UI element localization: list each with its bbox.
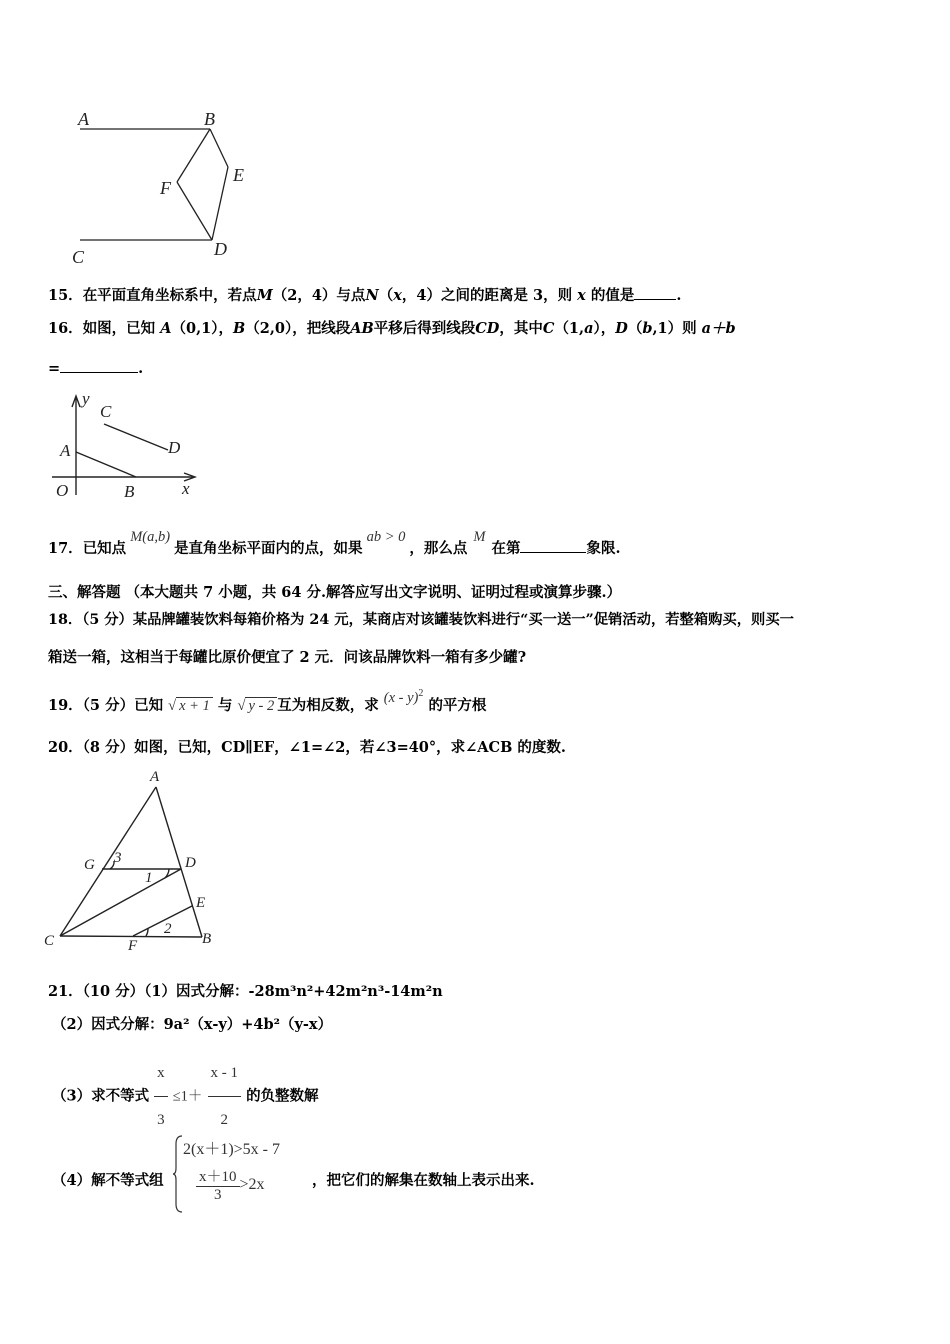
question-21-part-4-text: ，把它们的解集在数轴上表示出来. bbox=[312, 1172, 535, 1189]
label-B: B bbox=[204, 109, 215, 129]
label-3: 3 bbox=[114, 850, 122, 866]
fraction-x-over-3: $\frac{x}{3}$ bbox=[154, 1050, 168, 1143]
label-A: A bbox=[78, 109, 89, 129]
answer-blank-17[interactable] bbox=[520, 538, 586, 553]
figure-parallel-lines-abcd bbox=[70, 105, 260, 275]
label-x: x bbox=[182, 479, 190, 498]
inequality-2: $\frac{x+10}{3}$ >2x bbox=[196, 1165, 265, 1204]
section-3-heading: 三、解答题 （本大题共 7 小题，共 64 分.解答应写出文字说明、证明过程或演算步骤.） bbox=[48, 584, 622, 601]
fraction-x-minus-1-over-2: $\frac{x - 1}{2}$ bbox=[208, 1050, 242, 1143]
label-D: D bbox=[168, 438, 181, 457]
label-F: F bbox=[160, 178, 171, 198]
answer-blank-16[interactable] bbox=[60, 358, 138, 373]
question-19: 19．（5 分）已知 √ x + 1 与 √ y - 2 互为相反数，求 (x - y)$^2$ 的平方根 bbox=[48, 688, 487, 714]
label-y: y bbox=[82, 390, 90, 408]
label-B: B bbox=[202, 931, 212, 947]
label-A: A bbox=[60, 441, 71, 460]
label-C: C bbox=[44, 933, 55, 949]
question-18-line-1: 18．（5 分）某品牌罐装饮料每箱价格为 24 元，某商店对该罐装饮料进行“买一送一”促销活动，若整箱购买，则买一 bbox=[48, 612, 794, 628]
question-20: 20．（8 分）如图，已知，CD∥EF，∠1=∠2，若∠3=40°，求∠ACB 的度数. bbox=[48, 739, 566, 756]
sqrt-y-minus-2: √ y - 2 bbox=[237, 696, 277, 716]
question-16: 16．如图，已知 A（0,1），B（2,0），把线段AB平移后得到线段CD，其中C（1,a），D（b,1）则 a＋b bbox=[48, 320, 736, 337]
answer-blank-15[interactable] bbox=[634, 285, 676, 300]
figure-triangle-abc bbox=[38, 765, 223, 955]
fraction-x-plus-10-over-3: $\frac{x+10}{3}$ bbox=[196, 1165, 240, 1204]
label-C: C bbox=[100, 402, 112, 421]
inequality-1: 2(x＋1)>5x - 7 bbox=[183, 1141, 281, 1158]
question-15: 15．在平面直角坐标系中，若点M（2，4）与点N（x，4）之间的距离是 3，则 x 的值是 . bbox=[48, 287, 682, 304]
label-A: A bbox=[150, 769, 160, 785]
label-B: B bbox=[124, 482, 135, 501]
label-C: C bbox=[72, 247, 85, 267]
sqrt-x-plus-1: √ x + 1 bbox=[168, 696, 213, 716]
question-21-part-1: 21．（10 分）（1）因式分解：-28m³n²+42m²n³-14m²n bbox=[48, 983, 443, 1000]
label-2: 2 bbox=[164, 921, 172, 937]
label-E: E bbox=[196, 895, 206, 911]
label-O: O bbox=[56, 481, 69, 500]
label-D: D bbox=[214, 239, 227, 259]
label-E: E bbox=[233, 165, 244, 185]
question-16-answer-line: = . bbox=[48, 360, 144, 377]
question-21-part-4-label: （4）解不等式组 bbox=[52, 1172, 164, 1189]
question-18-line-2: 箱送一箱，这相当于每罐比原价便宜了 2 元．问该品牌饮料一箱有多少罐? bbox=[48, 649, 527, 666]
label-D: D bbox=[185, 855, 196, 871]
question-21-part-2: （2）因式分解：9a²（x-y）+4b²（y-x） bbox=[52, 1016, 333, 1033]
label-F: F bbox=[128, 938, 138, 954]
figure-coordinate-segments bbox=[48, 390, 208, 505]
label-1: 1 bbox=[145, 870, 153, 886]
question-17: 17．已知点M(a,b)是直角坐标平面内的点，如果ab > 0，那么点M在第 象限. bbox=[48, 529, 621, 557]
question-21-part-3: （3）求不等式 $\frac{x}{3}$ ≤1＋ $\frac{x - 1}{2}$ 的负整数解 bbox=[52, 1050, 319, 1143]
label-G: G bbox=[84, 857, 95, 873]
